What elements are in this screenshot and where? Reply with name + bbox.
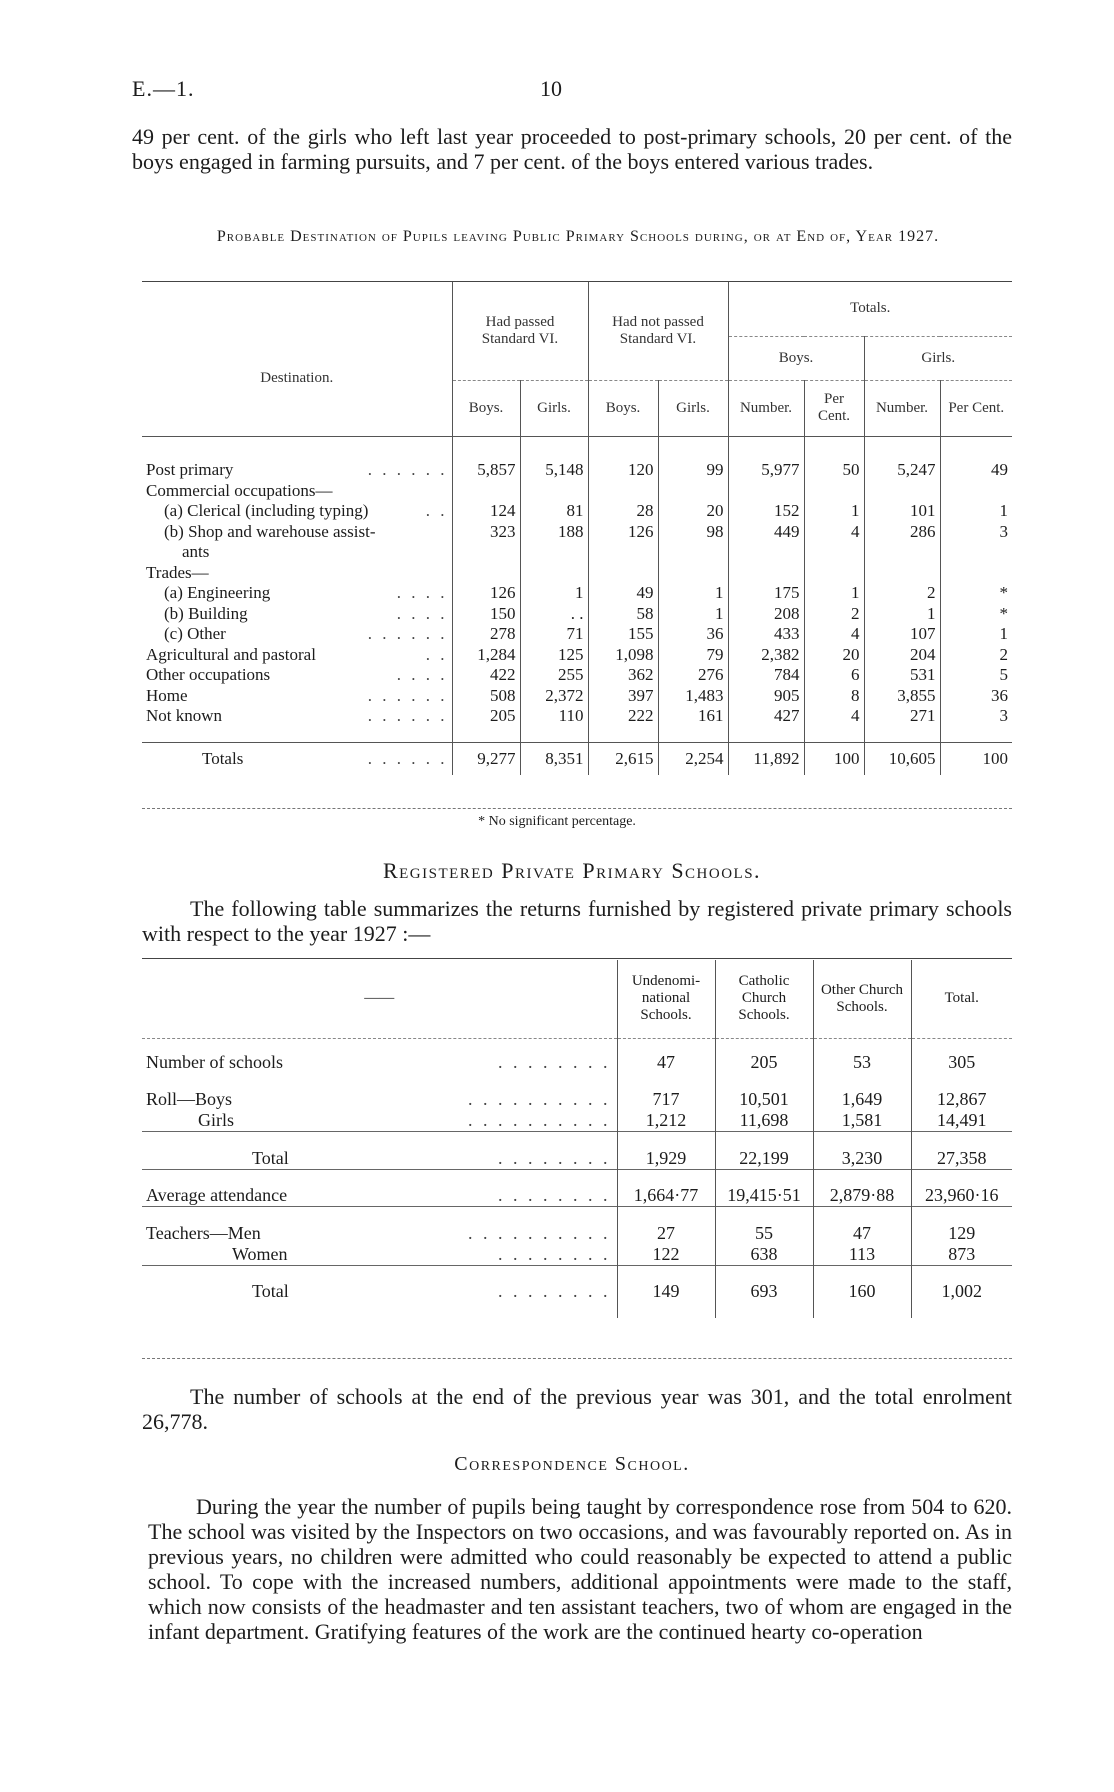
totals-dots: . . . . . . (367, 749, 448, 768)
destination-row (142, 563, 1012, 584)
cell-passed-girls: 255 (520, 665, 588, 686)
cell-passed-boys (452, 481, 520, 502)
cell-boys-percent: 2 (804, 604, 864, 625)
cell-undenominational: 1,212 (617, 1110, 715, 1132)
cell-boys-number: 433 (728, 624, 804, 645)
cell-notpassed-girls: 99 (658, 460, 728, 481)
cell-other-church: 113 (813, 1244, 911, 1266)
cell-passed-girls: 1 (520, 583, 588, 604)
total-notpassed-girls: 2,254 (658, 743, 728, 776)
cell-boys-number: 449 (728, 522, 804, 543)
cell-boys-number: 905 (728, 686, 804, 707)
cell-boys-number: 152 (728, 501, 804, 522)
cell-boys-percent (804, 481, 864, 502)
cell-girls-number: 5,247 (864, 460, 940, 481)
page-number: 10 (540, 76, 562, 101)
row-label: Roll—Boys (146, 1089, 233, 1109)
row-number-of-schools (142, 1052, 1012, 1073)
private-schools-table (142, 960, 1012, 1318)
cell-girls-percent: 5 (999, 665, 1008, 684)
cell-boys-percent: 4 (804, 624, 864, 645)
cell-boys-percent: 1 (804, 583, 864, 604)
header-passed-boys: Boys. (452, 380, 520, 436)
cell-total: 873 (948, 1243, 976, 1264)
header-notpassed-girls: Girls. (658, 380, 728, 436)
cell-total: 23,960·16 (925, 1185, 999, 1205)
cell-notpassed-boys: 58 (588, 604, 658, 625)
footnote: * No significant percentage. (478, 814, 636, 829)
cell-notpassed-girls: 36 (658, 624, 728, 645)
leader-dots: . . (425, 501, 448, 520)
cell-boys-percent: 6 (804, 665, 864, 686)
cell-total: 305 (948, 1052, 976, 1072)
row-roll-girls (142, 1110, 1012, 1132)
cell-passed-girls (520, 481, 588, 502)
destination-row (142, 501, 1012, 522)
header-totals-boys: Boys. (728, 336, 864, 380)
cell-passed-boys (452, 563, 520, 584)
cell-notpassed-boys: 49 (588, 583, 658, 604)
cell-boys-percent: 4 (804, 706, 864, 727)
cell-boys-number (728, 481, 804, 502)
cell-boys-percent: 50 (804, 460, 864, 481)
cell-notpassed-boys: 120 (588, 460, 658, 481)
destination-label: Commercial occupations— (146, 480, 333, 500)
cell-other-church: 160 (813, 1281, 911, 1302)
cell-passed-boys (452, 542, 520, 563)
row-label: Teachers—Men (146, 1222, 261, 1243)
header-notpassed-boys: Boys. (588, 380, 658, 436)
cell-passed-boys: 150 (452, 604, 520, 625)
cell-boys-percent: 1 (804, 501, 864, 522)
destination-row (142, 665, 1012, 686)
destination-row (142, 522, 1012, 543)
cell-boys-number: 2,382 (728, 645, 804, 666)
cell-total: 1,002 (941, 1281, 982, 1301)
row-average-attendance (142, 1185, 1012, 1207)
cell-boys-percent (804, 542, 864, 563)
cell-other-church: 47 (813, 1223, 911, 1244)
cell-notpassed-girls: 20 (658, 501, 728, 522)
destination-totals-row (142, 743, 1012, 776)
row-teachers-women (142, 1244, 1012, 1266)
cell-girls-number: 204 (864, 645, 940, 666)
destination-label: Home (146, 685, 188, 705)
cell-girls-number (864, 481, 940, 502)
cell-other-church: 53 (813, 1052, 911, 1073)
cell-notpassed-girls (658, 481, 728, 502)
cell-girls-number (864, 563, 940, 584)
leader-dots: . . . . . . (367, 706, 448, 725)
cell-notpassed-girls (658, 563, 728, 584)
cell-notpassed-girls: 98 (658, 522, 728, 543)
leader-dots: . . . . . . . . . . (468, 1089, 611, 1109)
cell-passed-girls (520, 542, 588, 563)
cell-undenominational: 122 (617, 1244, 715, 1266)
cell-girls-number: 531 (864, 665, 940, 686)
cell-passed-boys: 205 (452, 706, 520, 727)
cell-boys-number: 784 (728, 665, 804, 686)
cell-passed-boys: 124 (452, 501, 520, 522)
leader-dots: . . . . . . . . . . (468, 1110, 611, 1130)
totals-label: Totals (202, 749, 244, 768)
row-label: Girls (198, 1110, 234, 1130)
leader-dots: . . . . . . . . (498, 1052, 611, 1072)
cell-passed-girls: 5,148 (520, 460, 588, 481)
cell-girls-number: 286 (864, 522, 940, 543)
header-totals-girls: Girls. (921, 349, 956, 366)
cell-girls-percent (940, 542, 1012, 563)
cell-girls-number: 1 (864, 604, 940, 625)
cell-boys-number (728, 563, 804, 584)
destination-label: Trades— (146, 562, 209, 582)
cell-notpassed-boys: 155 (588, 624, 658, 645)
row-roll-total (142, 1148, 1012, 1170)
cell-girls-percent: * (999, 583, 1008, 602)
total-boys-number: 11,892 (728, 743, 804, 776)
leader-dots: . . . . . . (367, 685, 448, 705)
header-boys-percent: Per Cent. (804, 380, 864, 436)
cell-boys-percent: 20 (804, 645, 864, 666)
leader-dots: . . . . . . . . (498, 1281, 611, 1301)
cell-catholic: 10,501 (715, 1089, 813, 1110)
cell-passed-boys: 5,857 (452, 460, 520, 481)
page-code: E.—1. (132, 76, 195, 101)
cell-undenominational: 717 (617, 1089, 715, 1110)
cell-girls-number (864, 542, 940, 563)
destination-row (142, 645, 1012, 666)
cell-girls-percent: 36 (991, 685, 1008, 705)
cell-passed-girls: . . (520, 604, 588, 625)
cell-notpassed-boys: 28 (588, 501, 658, 522)
cell-girls-number: 2 (864, 583, 940, 604)
cell-girls-number: 3,855 (864, 686, 940, 707)
cell-boys-number: 208 (728, 604, 804, 625)
row-roll-boys (142, 1089, 1012, 1110)
header-other-church: Other Church Schools. (813, 960, 911, 1038)
header-had-passed: Had passed Standard VI. (452, 282, 588, 380)
cell-girls-percent: * (999, 603, 1008, 623)
cell-girls-percent: 3 (999, 521, 1008, 541)
destination-table-title: Probable Destination of Pupils leaving Public Primary Schools during, or at End of, Year 1927. (216, 228, 940, 245)
destination-row (142, 460, 1012, 481)
cell-other-church: 1,581 (813, 1110, 911, 1132)
cell-boys-number: 427 (728, 706, 804, 727)
cell-total: 129 (948, 1222, 976, 1243)
cell-passed-girls: 2,372 (520, 686, 588, 707)
cell-boys-number: 175 (728, 583, 804, 604)
total-boys-percent: 100 (804, 743, 864, 776)
leader-dots: . . . . . . . . . . (468, 1222, 611, 1243)
cell-catholic: 22,199 (715, 1148, 813, 1170)
header-undenominational: Undenomi-national Schools. (617, 960, 715, 1038)
cell-passed-boys: 126 (452, 583, 520, 604)
cell-passed-girls: 188 (520, 522, 588, 543)
cell-passed-girls: 125 (520, 645, 588, 666)
correspondence-paragraph: During the year the number of pupils being taught by correspondence rose from 504 to 620. The school was visited by the Inspectors on two occasions, and was favourably reported on. As in previous years, no children were admitted who could reasonably be expected to attend a public school. To cope with the increased numbers, additional appointments were made to the staff, which now consists of the headmaster and ten assistant teachers, two of whom are engaged in the infant department. Gratifying features of the work are the continued hearty co-operation (148, 1494, 1012, 1644)
cell-total: 12,867 (937, 1089, 987, 1109)
previous-year-paragraph: The number of schools at the end of the previous year was 301, and the total enrolment 26,778. (142, 1384, 1012, 1434)
header-destination: Destination. (142, 282, 452, 436)
leader-dots: . . (425, 644, 448, 664)
leader-dots: . . . . . . . . (498, 1147, 611, 1168)
private-schools-heading: Registered Private Primary Schools. (382, 858, 762, 883)
destination-label: ants (182, 542, 210, 561)
cell-other-church: 3,230 (813, 1148, 911, 1170)
cell-undenominational: 1,929 (617, 1148, 715, 1170)
header-not-passed: Had not passed Standard VI. (588, 282, 728, 380)
cell-girls-percent: 2 (999, 644, 1008, 664)
cell-girls-percent: 3 (999, 706, 1008, 725)
header-boys-number: Number. (728, 380, 804, 436)
cell-notpassed-boys: 362 (588, 665, 658, 686)
header-girls-percent: Per Cent. (948, 399, 1005, 416)
header-passed-girls: Girls. (520, 380, 588, 436)
cell-boys-percent (804, 563, 864, 584)
correspondence-heading: Correspondence School. (454, 1453, 690, 1475)
destination-row (142, 624, 1012, 645)
cell-notpassed-boys (588, 481, 658, 502)
cell-catholic: 693 (715, 1281, 813, 1302)
cell-girls-percent: 1 (999, 501, 1008, 520)
cell-notpassed-girls: 276 (658, 665, 728, 686)
cell-notpassed-girls: 1 (658, 583, 728, 604)
destination-label: (c) Other (164, 624, 226, 643)
cell-passed-girls: 110 (520, 706, 588, 727)
cell-catholic: 638 (715, 1244, 813, 1266)
cell-other-church: 2,879·88 (813, 1185, 911, 1207)
cell-girls-percent: 1 (999, 624, 1008, 643)
cell-passed-girls: 81 (520, 501, 588, 522)
cell-notpassed-boys (588, 542, 658, 563)
cell-notpassed-girls (658, 542, 728, 563)
destination-label: Post primary (146, 460, 234, 479)
header-blank: —— (142, 960, 617, 1038)
destination-label: (a) Clerical (including typing) (164, 501, 369, 520)
intro-paragraph: 49 per cent. of the girls who left last year proceeded to post-primary schools, 20 per cent. of the boys engaged in farming pursuits, and 7 per cent. of the boys entered various trades. (132, 124, 1012, 174)
cell-notpassed-boys: 1,098 (588, 645, 658, 666)
leader-dots: . . . . (396, 665, 448, 684)
cell-notpassed-girls: 79 (658, 645, 728, 666)
cell-undenominational: 47 (617, 1052, 715, 1073)
total-passed-boys: 9,277 (452, 743, 520, 776)
cell-passed-boys: 422 (452, 665, 520, 686)
cell-undenominational: 1,664·77 (617, 1185, 715, 1207)
header-total: Total. (944, 990, 979, 1007)
destination-row (142, 706, 1012, 727)
leader-dots: . . . . (396, 603, 448, 623)
cell-boys-number: 5,977 (728, 460, 804, 481)
destination-row (142, 542, 1012, 563)
destination-row (142, 604, 1012, 625)
cell-notpassed-girls: 1 (658, 604, 728, 625)
header-catholic: Catholic Church Schools. (715, 960, 813, 1038)
total-girls-number: 10,605 (864, 743, 940, 776)
cell-undenominational: 149 (617, 1281, 715, 1302)
cell-boys-number (728, 542, 804, 563)
row-label: Average attendance (146, 1185, 288, 1205)
destination-label: Agricultural and pastoral (146, 644, 316, 664)
cell-total: 27,358 (937, 1147, 987, 1168)
cell-notpassed-boys: 397 (588, 686, 658, 707)
cell-boys-percent: 8 (804, 686, 864, 707)
cell-notpassed-girls: 1,483 (658, 686, 728, 707)
destination-label: (b) Shop and warehouse assist- (164, 521, 376, 541)
cell-girls-number: 101 (864, 501, 940, 522)
destination-label: Not known (146, 706, 223, 725)
cell-catholic: 55 (715, 1223, 813, 1244)
cell-girls-number: 107 (864, 624, 940, 645)
cell-undenominational: 27 (617, 1223, 715, 1244)
cell-total: 14,491 (937, 1110, 987, 1130)
cell-girls-percent (940, 481, 1012, 502)
cell-girls-number: 271 (864, 706, 940, 727)
cell-passed-girls (520, 563, 588, 584)
cell-catholic: 11,698 (715, 1110, 813, 1132)
leader-dots: . . . . (396, 583, 448, 602)
cell-notpassed-boys: 222 (588, 706, 658, 727)
cell-passed-boys: 1,284 (452, 645, 520, 666)
row-label: Number of schools (146, 1052, 283, 1072)
destination-row (142, 583, 1012, 604)
row-teachers-men (142, 1223, 1012, 1244)
destination-row (142, 481, 1012, 502)
row-label: Total (252, 1147, 289, 1168)
header-girls-number: Number. (864, 380, 940, 436)
total-notpassed-boys: 2,615 (588, 743, 658, 776)
cell-passed-boys: 508 (452, 686, 520, 707)
leader-dots: . . . . . . (367, 460, 448, 479)
leader-dots: . . . . . . . . (498, 1243, 611, 1264)
leader-dots: . . . . . . . . (498, 1185, 611, 1205)
cell-girls-percent (940, 563, 1012, 584)
cell-notpassed-boys (588, 563, 658, 584)
cell-girls-percent: 49 (991, 460, 1008, 479)
row-label: Total (252, 1281, 289, 1301)
cell-other-church: 1,649 (813, 1089, 911, 1110)
cell-notpassed-boys: 126 (588, 522, 658, 543)
cell-passed-girls: 71 (520, 624, 588, 645)
row-teachers-total (142, 1281, 1012, 1302)
cell-catholic: 19,415·51 (715, 1185, 813, 1207)
leader-dots: . . . . . . (367, 624, 448, 643)
destination-row (142, 686, 1012, 707)
total-girls-percent: 100 (982, 749, 1008, 768)
cell-catholic: 205 (715, 1052, 813, 1073)
row-label: Women (232, 1243, 288, 1264)
cell-passed-boys: 278 (452, 624, 520, 645)
cell-boys-percent: 4 (804, 522, 864, 543)
cell-notpassed-girls: 161 (658, 706, 728, 727)
header-totals: Totals. (728, 282, 1012, 336)
destination-label: Other occupations (146, 665, 271, 684)
destination-label: (a) Engineering (164, 583, 271, 602)
cell-passed-boys: 323 (452, 522, 520, 543)
private-schools-intro: The following table summarizes the returns furnished by registered private primary schools with respect to the year 1927 :— (142, 896, 1012, 946)
destination-table (142, 282, 1012, 775)
total-passed-girls: 8,351 (520, 743, 588, 776)
destination-label: (b) Building (164, 603, 248, 623)
